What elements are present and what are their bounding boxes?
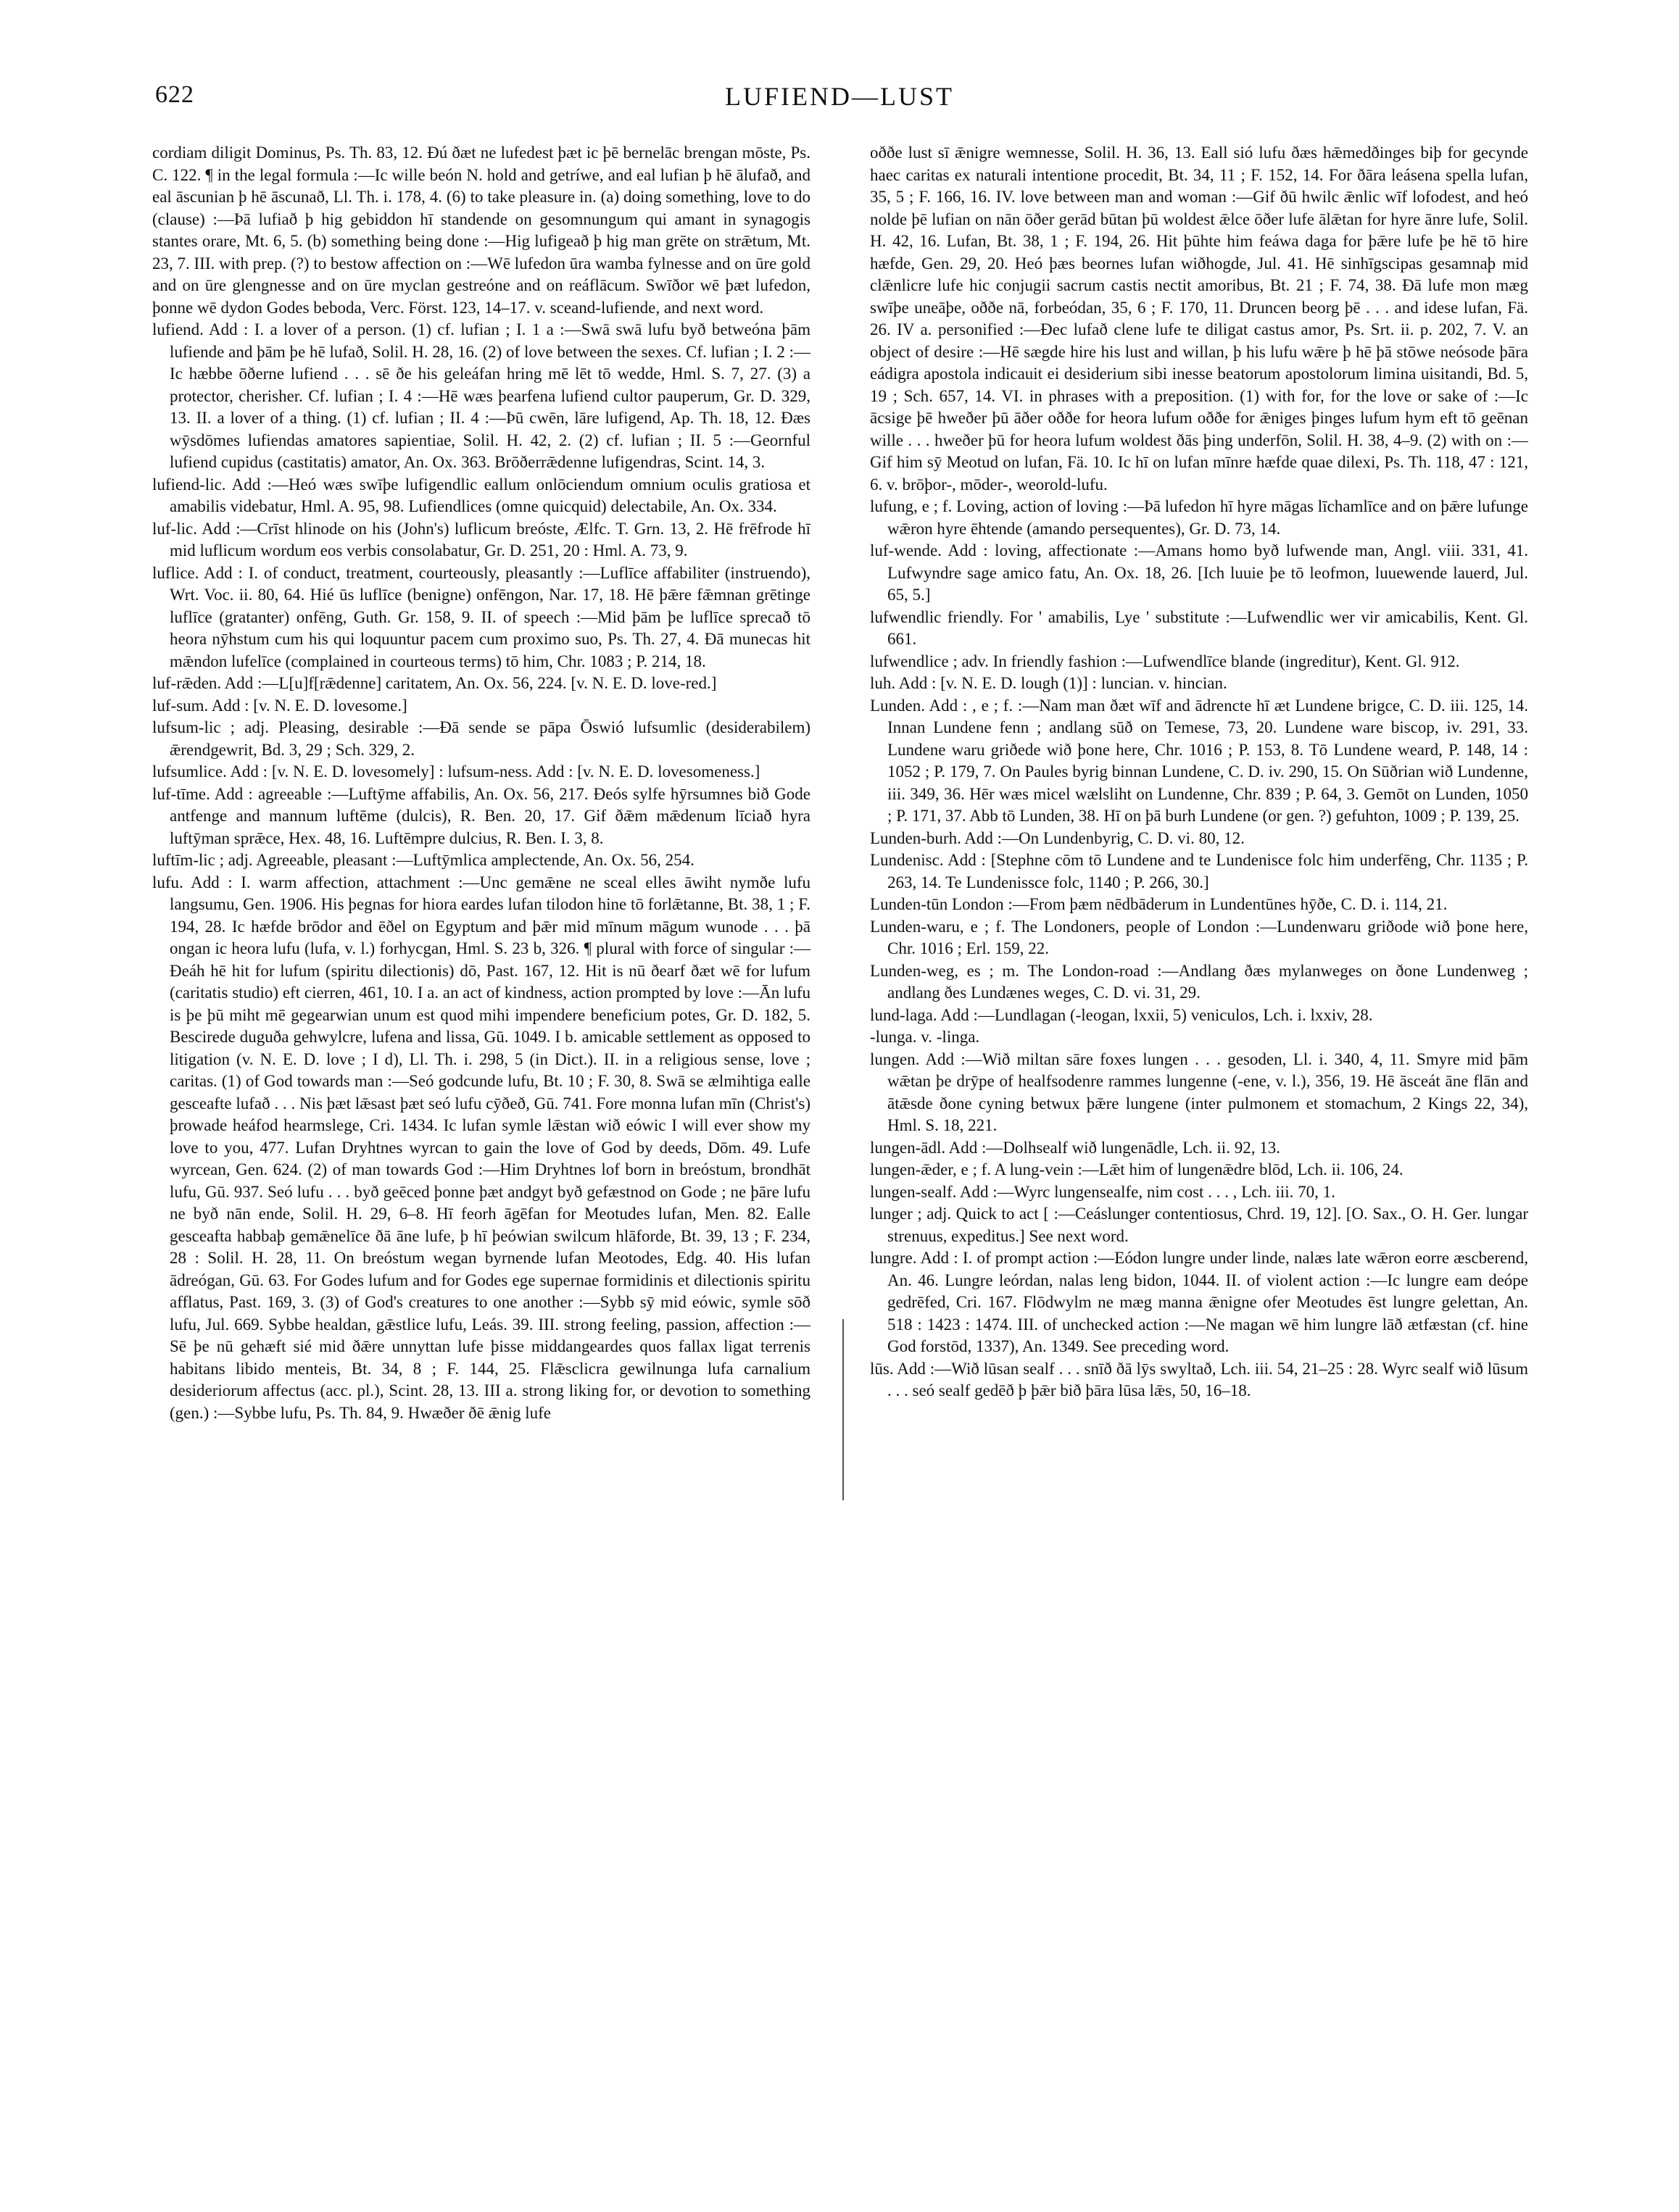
dictionary-entry: lufiend-lic. Add :—Heó wæs swīþe lufigendlic eallum onlōciendum omnium oculis gratiosa et amabilis videbatur, Hml. A. 95, 98. Lufiendlices (omne quicquid) delectabile, An. Ox. 334. bbox=[152, 475, 811, 515]
dictionary-entry: lufung, e ; f. Loving, action of loving :—Þā lufedon hī hyre māgas līchamlīce and on þǣre lufunge wǣron hyre ēhtende (amando persequentes), Gr. D. 73, 14. bbox=[870, 497, 1528, 538]
dictionary-entry: luf-tīme. Add : agreeable :—Luftȳme affabilis, An. Ox. 56, 217. Ðeós sylfe hȳrsumnes bið Gode antfenge and mannum luftēme (dulcis), R. Ben. 20, 17. Gif ðǣm mǣdenum līciað hyra luftȳman sprǣce, Hex. 48, 16. Luftēmpre dulcius, R. Ben. I. 3, 8. bbox=[152, 784, 811, 847]
dictionary-entry: luf-rǣden. Add :—L[u]f[rǣdenne] caritatem, An. Ox. 56, 224. [v. N. E. D. love-red.] bbox=[152, 674, 717, 692]
column-rule bbox=[842, 1319, 844, 1500]
dictionary-entry: oððe lust sī ǣnigre wemnesse, Solil. H. 36, 13. Eall sió lufu ðæs hǣmedðinges biþ for gecynde haec caritas ex naturali intentione procedit, Bt. 34, 11 ; F. 152, 14. For ðāra leásena spella lufan, 35, 5 ; F. 166, 16. IV. love between man and woman :—Gif ðū hwilc ǣnlic wīf lofodest, and heó nolde þē lufian on nān ōðer gerād būtan þū woldest ǣlce ōðer lufe ālǣtan for hyre ānre lufe, Solil. H. 42, 16. Lufan, Bt. 38, 1 ; F. 194, 26. Hit þūhte him feáwa daga for þǣre lufe þe hē tō hire hæfde, Gen. 29, 20. Heó þæs beornes lufan wiðhogde, Jul. 41. Hē sinhīgscipas gesamnaþ mid clǣnlicre lufe hic conjugii sacrum castis nectit amoribus, Bt. 21 ; F. 74, 38. Ðā lufe mon mæg swīþe uneāþe, oððe nā, forbeódan, 35, 6 ; F. 170, 11. Druncen beorg þē . . . and idese lufan, Fä. 26. IV a. personified :—Ðec lufað clene lufe te diligat castus amor, Ps. Srt. ii. p. 202, 7. V. an object of desire :—Hē sægde hire his lust and willan, þ his lufu wǣre þ hē þā stōwe neósode þāra eádigra apostola indicauit ei desiderium sibi inesse beatorum apostolorum limina uisitandi, Bd. 5, 19 ; Sch. 657, 14. VI. in phrases with a preposition. (1) with for, for the love or sake of :—Ic ācsige þē hweðer þū āðer oððe for heora lufum oððe for ǣniges þinges lufum hym eft tō geēnan wille . . . hweðer þū for heora lufum woldest ðās þing underfōn, Solil. H. 38, 4–9. (2) with on :—Gif him sȳ Meotud on lufan, Fä. 10. Ic hī on lufan mīnre hæfde quae dilexi, Ps. Th. 118, 47 : 121, 6. v. brōþor-, mōder-, weorold-lufu. bbox=[870, 144, 1528, 494]
dictionary-entry: lunger ; adj. Quick to act [ :—Ceáslunger contentiosus, Chrd. 19, 12]. [O. Sax., O. H. Ger. lungar strenuus, expeditus.] See next word. bbox=[870, 1205, 1528, 1245]
dictionary-entry: lufu. Add : I. warm affection, attachment :—Unc gemǣne ne sceal elles āwiht nymðe lufu langsumu, Gen. 1906. His þegnas for hiora eardes lufan tilodon hine tō forlǣtanne, Bt. 38, 1 ; F. 194, 28. Ic hæfde brōdor and ēðel on Egyptum and þǣr mid mīnum māgum wunode . . . þā ongan ic heora lufu (lufa, v. l.) forhycgan, Hml. S. 23 b, 326. ¶ plural with force of singular :—Ðeáh hē hit for lufum (spiritu dilectionis) dō, Past. 167, 12. Hit is nū ðearf ðæt wē for lufum (caritatis studio) eft cierren, 461, 10. I a. an act of kindness, action prompted by love :—Ān lufu is þe þū miht mē gegearwian unum est quod mihi impendere beneficium potes, Gr. D. 182, 5. Bescirede duguða gehwylcre, lufena and lissa, Gū. 1049. I b. amicable settlement as opposed to litigation (v. N. E. D. love ; I d), Ll. Th. i. 298, 5 (in Dict.). II. in a religious sense, love ; caritas. (1) of God towards man :—Seó godcunde lufu, Bt. 10 ; F. 30, 8. Swā se ælmihtiga ealle gesceafte lufað . . . Nis þæt lǣsast þæt seó lufu cȳðeð, Gū. 741. Fore monna lufan mīn (Christ's) þrowade heáfod hearmslege, Cri. 1434. Ic lufan symle lǣstan wið eówic I will ever show my love to you, 477. Lufan Dryhtnes wyrcan to gain the love of God by deeds, Dōm. 49. Lufe wyrcean, Gen. 624. (2) of man towards God :—Him Dryhtnes lof born in breóstum, brondhāt lufu, Gū. 937. Seó lufu . . . byð geēced þonne þæt andgyt byð gefæstnod on Gode ; ne þāre lufu ne byð nān ende, Solil. H. 29, 6–8. Hī feorh āgēfan for Meotudes lufan, Men. 82. Ealle gesceafta habbaþ gemǣnelīce ðā āne lufe, þ hī þeówian swilcum hlāforde, Bt. 39, 13 ; F. 234, 28 : Solil. H. 28, 11. On breóstum wegan byrnende lufan Meotodes, Edg. 40. His lufan ādreógan, Gū. 63. For Godes lufum and for Godes ege supernae formidinis et dilectionis spiritu afflatus, Past. 169, 3. (3) of God's creatures to one another :—Sybb sȳ mid eówic, symle sōð lufu, Jul. 669. Sybbe healdan, gǣstlice lufu, Leás. 39. III. strong feeling, passion, affection :—Sē þe nū gehæft sié mid ðǣre unnyttan lufe þisse middangeardes quos fallax ligat terrenis habitans libido menteis, Bt. 34, 8 ; F. 144, 25. Flǣsclicra gewilnunga lufa carnalium desideriorum affectus (acc. pl.), Scint. 28, 13. III a. strong liking for, or devotion to something (gen.) :—Sybbe lufu, Ps. Th. 84, 9. Hwæðer ðē ǣnig lufe bbox=[152, 873, 811, 1422]
dictionary-entry: Lunden-burh. Add :—On Lundenbyrig, C. D. vi. 80, 12. bbox=[870, 828, 1245, 847]
dictionary-entry: lufsum-lic ; adj. Pleasing, desirable :—Ðā sende se pāpa Ōswió lufsumlic (desiderabilem) ǣrendgewrit, Bd. 3, 29 ; Sch. 329, 2. bbox=[152, 718, 811, 759]
dictionary-entry: -lunga. v. -linga. bbox=[870, 1028, 980, 1046]
dictionary-entry: lufsumlice. Add : [v. N. E. D. lovesomely] : lufsum-ness. Add : [v. N. E. D. lovesomeness.] bbox=[152, 762, 760, 781]
dictionary-entry: lufwendlice ; adv. In friendly fashion :—Lufwendlīce blande (ingreditur), Kent. Gl. 912. bbox=[870, 652, 1460, 670]
dictionary-entry: lungen-ǣder, e ; f. A lung-vein :—Lǣt him of lungenǣdre blōd, Lch. ii. 106, 24. bbox=[870, 1160, 1404, 1178]
dictionary-entry: luh. Add : [v. N. E. D. lough (1)] : luncian. v. hincian. bbox=[870, 674, 1227, 692]
dictionary-entry: Lunden-waru, e ; f. The Londoners, people of London :—Lundenwaru griðode wið þone here, Chr. 1016 ; Erl. 159, 22. bbox=[870, 917, 1528, 957]
dictionary-entry: luflice. Add : I. of conduct, treatment, courteously, pleasantly :—Luflīce affabiliter (instruendo), Wrt. Voc. ii. 80, 64. Hié ūs luflīce (benigne) onfēngon, Nar. 17, 18. Hē þǣre fǣmnan grētinge luflīce (gratanter) onfēng, Guth. Gr. 158, 9. II. of speech :—Mid þām þe luflīce sprecað tō heora nȳhstum cum his qui loquuntur pacem cum proximo suo, Ps. Th. 27, 4. Ðā munecas hit mǣndon lufelīce (complained in courteous terms) tō him, Chr. 1083 ; P. 214, 18. bbox=[152, 563, 811, 670]
left-column bbox=[152, 142, 811, 2171]
dictionary-entry: lungen-ādl. Add :—Dolhsealf wið lungenādle, Lch. ii. 92, 13. bbox=[870, 1138, 1280, 1157]
dictionary-entry: Lundenisc. Add : [Stephne cōm tō Lundene and te Lundenisce folc him underfēng, Chr. 1135 ; P. 263, 14. Te Lundenissce folc, 1140 ; P. 266, 30.] bbox=[870, 851, 1528, 891]
running-title: LUFIEND—LUST bbox=[725, 82, 954, 111]
dictionary-entry: Lunden. Add : , e ; f. :—Nam man ðæt wīf and ādrencte hī æt Lundene brigce, C. D. iii. 125, 14. Innan Lundene fenn ; andlang sūð on Temese, 73, 20. Lundene ware biscop, iv. 291, 33. Lundene waru griðede wið þone here, Chr. 1016 ; P. 153, 8. Tō Lundene weard, P. 148, 14 : 1052 ; P. 179, 7. On Paules byrig binnan Lundene, C. D. iv. 290, 15. On Sūðrian wið Lundenne, iii. 349, 36. Hēr wæs micel wælsliht on Lundenne, Chr. 839 ; P. 64, 3. Gemōt on Lunden, 1050 ; P. 171, 37. Abb tō Lunden, 38. Hī on þā burh Lundene (or gen. ?) gefuhton, 1009 ; P. 139, 25. bbox=[870, 696, 1528, 825]
dictionary-entry: luf-sum. Add : [v. N. E. D. lovesome.] bbox=[152, 696, 407, 715]
dictionary-entry: lufiend. Add : I. a lover of a person. (1) cf. lufian ; I. 1 a :—Swā swā lufu byð betweóna þām lufiende and þām þe hē lufað, Solil. H. 28, 16. (2) of love between the sexes. Cf. lufian ; I. 2 :—Ic hæbbe ōðerne lufiend . . . sē ðe his geleáfan hring mē lēt tō wedde, Hml. S. 7, 27. (3) a protector, cherisher. Cf. lufian ; I. 4 :—Hē wæs þearfena lufiend cultor pauperum, Gr. D. 329, 13. II. a lover of a thing. (1) cf. lufian ; II. 4 :—Þū cwēn, lāre lufigend, Ap. Th. 18, 12. Ðæs wȳsdōmes lufiendas amatores sapientiae, Solil. H. 42, 2. (2) cf. lufian ; II. 5 :—Geornful lufiend cupidus (castitatis) amator, An. Ox. 363. Brōðerrǣdenne lufigendras, Scint. 14, 3. bbox=[152, 320, 811, 471]
right-column bbox=[870, 142, 1528, 2171]
dictionary-entry: cordiam diligit Dominus, Ps. Th. 83, 12. Ðú ðæt ne lufedest þæt ic þē bernelāc brengan mōste, Ps. C. 122. ¶ in the legal formula :—Ic wille beón N. hold and getríwe, and eal lufian þ hē ālufað, and eal āscunian þ hē āscunað, Ll. Th. i. 178, 4. (6) to take pleasure in. (a) doing something, love to do (clause) :—Þā lufiað þ hig gebiddon hī standende on gesomnungum qui amant in synagogis stantes orare, Mt. 6, 5. (b) something being done :—Hig lufigeað þ hig man grēte on strǣtum, Mt. 23, 7. III. with prep. (?) to bestow affection on :—Wē lufedon ūra wamba fylnesse and on ūre gold and on ūre glengnesse and on ūre myclan gestreóne and on reáflācum. Swīðor wē þæt lufedon, þonne wē dydon Godes beboda, Verc. Först. 123, 14–17. v. sceand-lufiende, and next word. bbox=[152, 144, 811, 317]
dictionary-entry: Lunden-weg, es ; m. The London-road :—Andlang ðæs mylanweges on ðone Lundenweg ; andlang ðes Lundænes weges, C. D. vi. 31, 29. bbox=[870, 961, 1528, 1002]
dictionary-entry: luftīm-lic ; adj. Agreeable, pleasant :—Luftȳmlica amplectende, An. Ox. 56, 254. bbox=[152, 851, 695, 869]
dictionary-entry: lungen. Add :—Wið miltan sāre foxes lungen . . . gesoden, Ll. i. 340, 4, 11. Smyre mid þām wǣtan þe drȳpe of healfsodenre rammes lungenne (-ene, v. l.), 356, 19. Hē āsceát āne flān and ātǣsde ðone cyning betwux þǣre lungene (inter pulmonem et stomachum, 2 Kings 22, 34), Hml. S. 18, 221. bbox=[870, 1049, 1528, 1134]
dictionary-entry: Lunden-tūn London :—From þæm nēdbāderum in Lundentūnes hȳðe, C. D. i. 114, 21. bbox=[870, 895, 1448, 913]
dictionary-entry: luf-wende. Add : loving, affectionate :—Amans homo byð lufwende man, Angl. viii. 331, 41. Lufwyndre sage amico fatu, An. Ox. 18, 26. [Ich luuie þe tō leofmon, luuewende lauerd, Jul. 65, 5.] bbox=[870, 541, 1528, 604]
page-number: 622 bbox=[155, 81, 194, 108]
dictionary-entry: lūs. Add :—Wið lūsan sealf . . . snīð ðā lȳs swyltað, Lch. iii. 54, 21–25 : 28. Wyrc sealf wið lūsum . . . seó sealf gedēð þ þǣr bið þāra lūsa lǣs, 50, 16–18. bbox=[870, 1359, 1528, 1400]
dictionary-entry: lungen-sealf. Add :—Wyrc lungensealfe, nim cost . . . , Lch. iii. 70, 1. bbox=[870, 1182, 1335, 1201]
dictionary-entry: lufwendlic friendly. For ' amabilis, Lye ' substitute :—Lufwendlic wer vir amicabilis, Kent. Gl. 661. bbox=[870, 607, 1528, 648]
dictionary-entry: lund-laga. Add :—Lundlagan (-leogan, lxxii, 5) veniculos, Lch. i. lxxiv, 28. bbox=[870, 1005, 1373, 1024]
dictionary-entry: luf-lic. Add :—Crīst hlinode on his (John's) luflicum breóste, Ælfc. T. Grn. 13, 2. Hē frēfrode hī mid luflicum wordum eos verbis consolabatur, Gr. D. 251, 20 : Hml. A. 73, 9. bbox=[152, 519, 811, 560]
dictionary-entry: lungre. Add : I. of prompt action :—Eódon lungre under linde, nalæs late wǣron eorre æscberend, An. 46. Lungre leórdan, nalas leng bidon, 1044. II. of violent action :—Ic lungre eam deópe gedrēfed, Cri. 167. Flōdwylm ne mæg manna ǣnigne ofer Meotudes ēst lungre gelettan, An. 518 : 1423 : 1474. III. of unchecked action :—Ne magan wē him lungre lāð ætfæstan (cf. hine God forstōd, 1337), An. 1349. See preceding word. bbox=[870, 1249, 1528, 1355]
running-head bbox=[155, 81, 1524, 125]
